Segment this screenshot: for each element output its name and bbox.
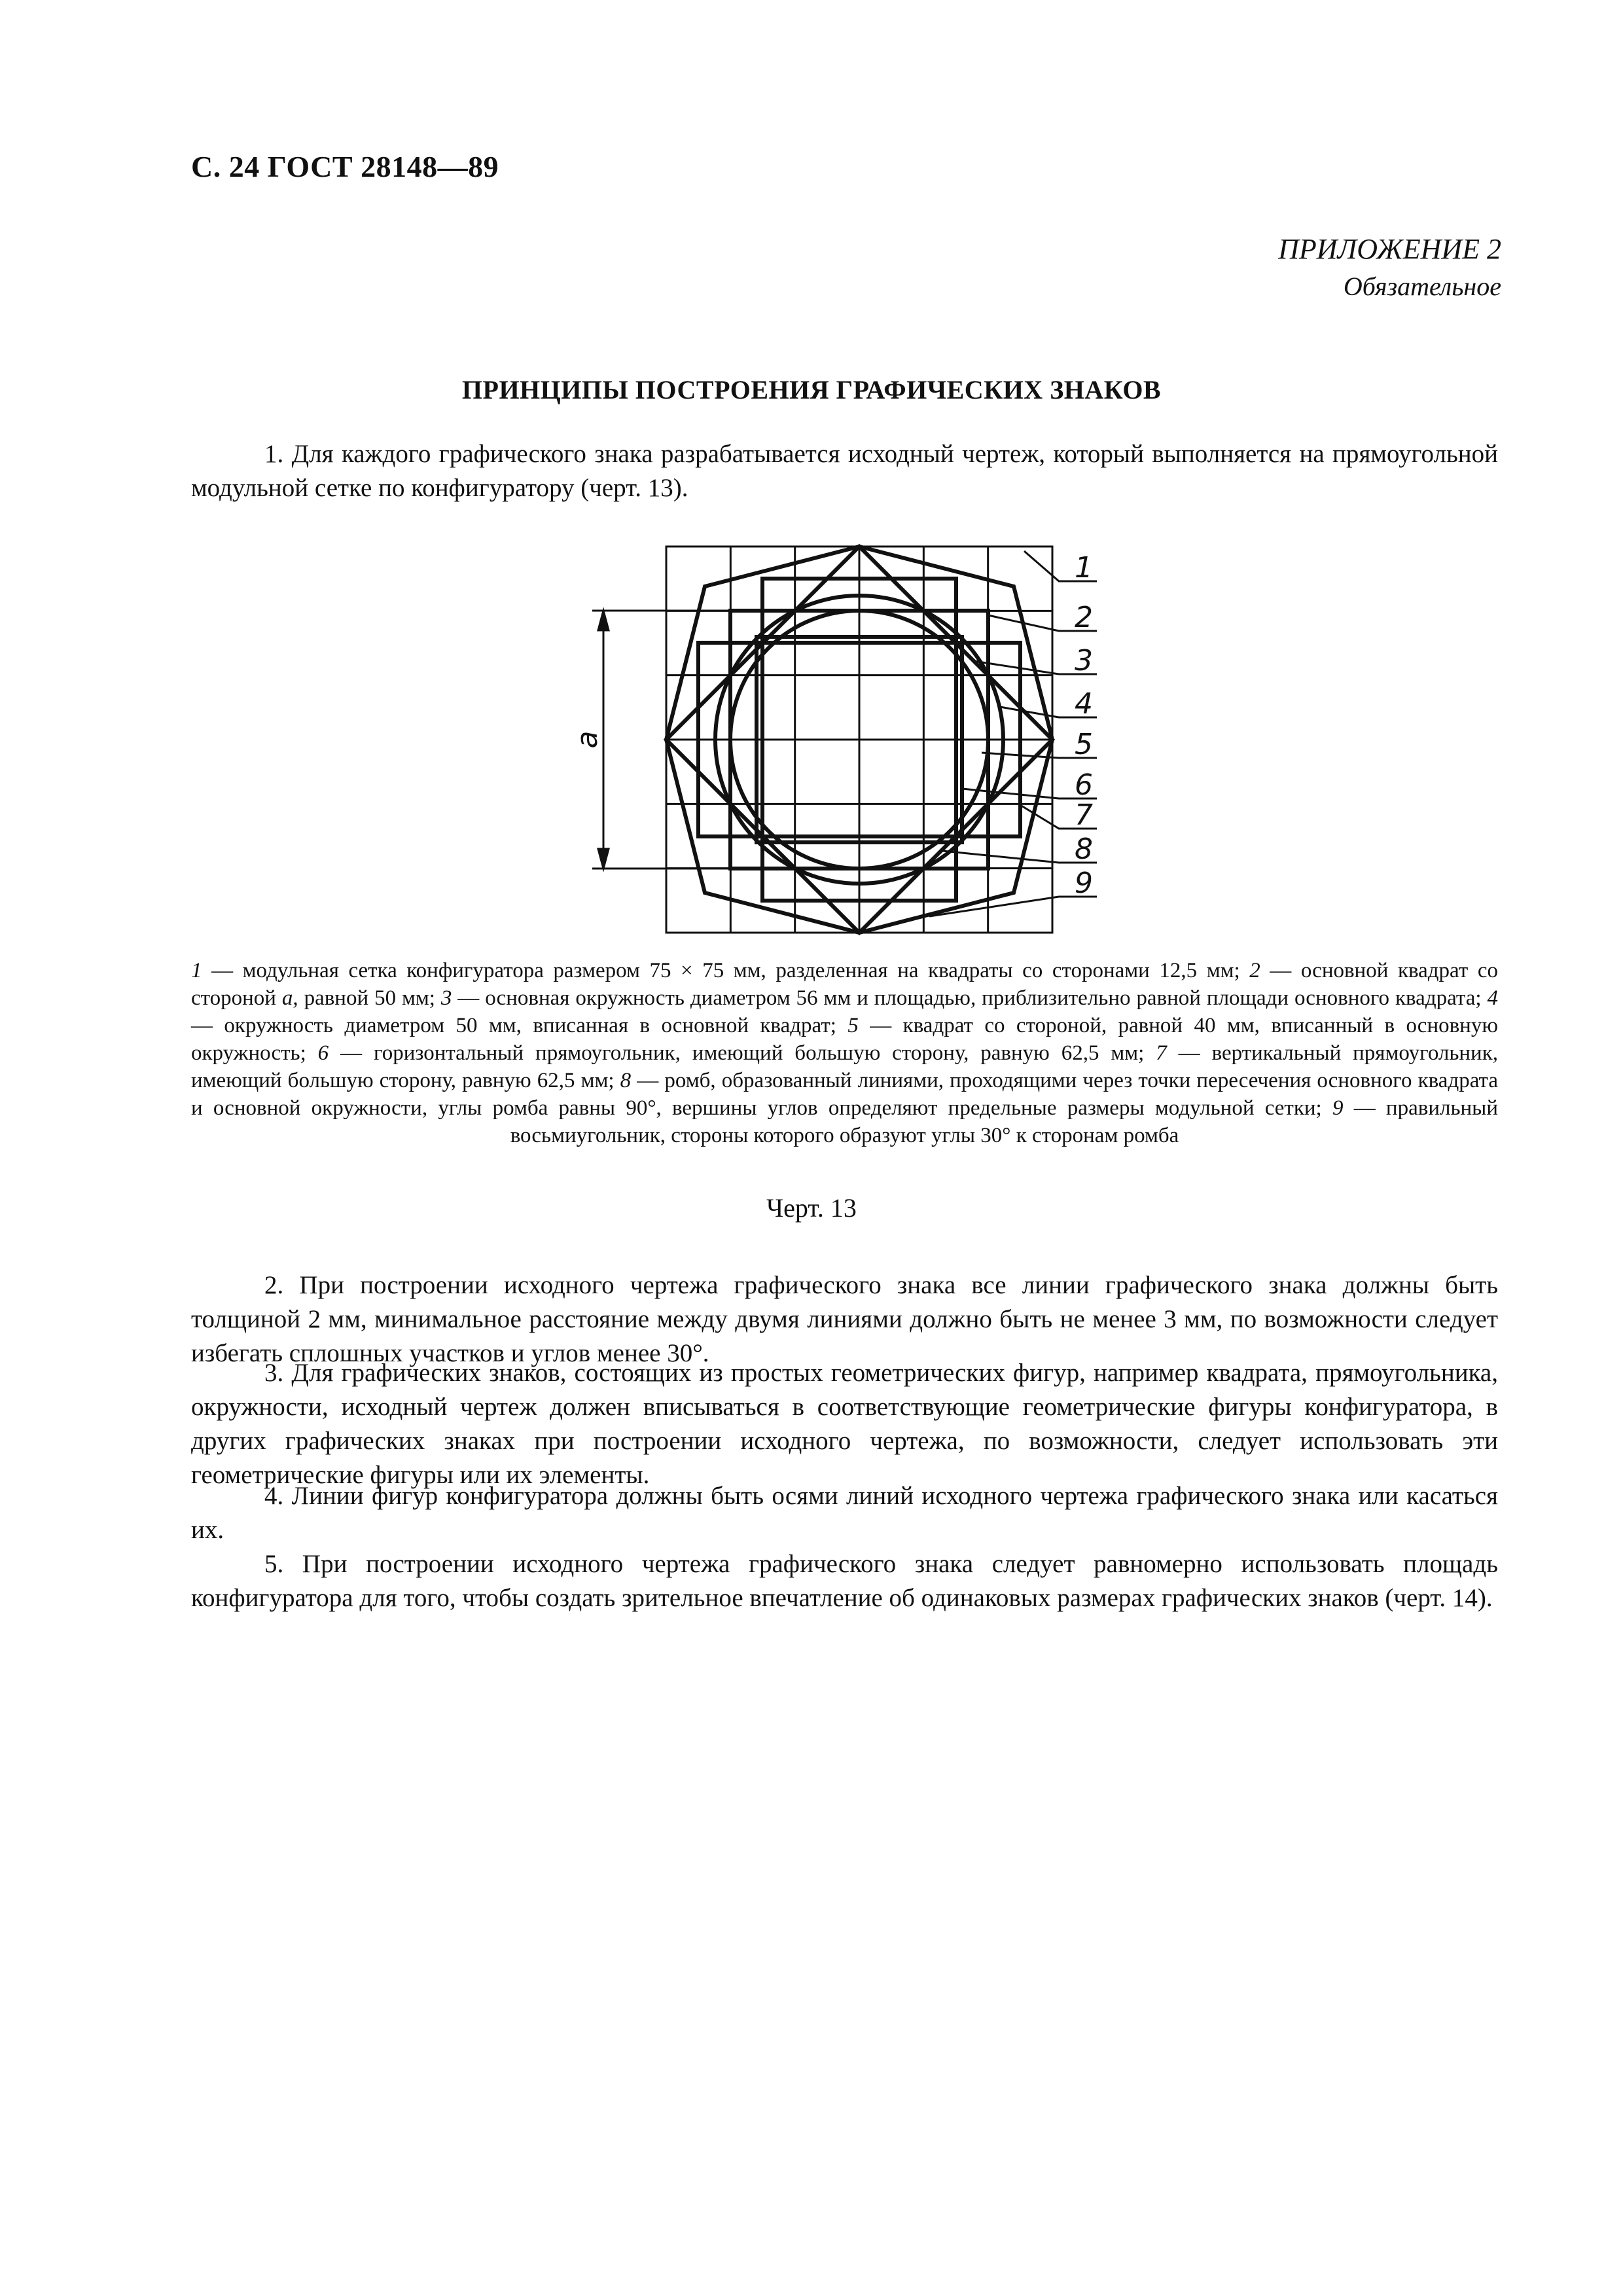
legend-text: — окружность диаметром 50 мм, вписанная в основной квадрат;	[191, 1014, 848, 1037]
paragraph-3: 3. Для графических знаков, состоящих из простых геометрических фигур, например квадрата, прямоугольника, окружности, исходный чертеж должен вписываться в соответствующие геометрические фигуры конфигуратора, в других графических знаках при построении исходного чертежа, по возможности, следует использовать эти геометрические фигуры или их элементы.	[191, 1359, 1498, 1489]
legend-text: — правильный восьмиугольник, стороны которого образуют углы 30° к сторонам ромба	[510, 1096, 1498, 1147]
legend-text: — вертикальный прямоугольник, имеющий большую сторону, равную 62,5 мм;	[191, 1041, 1499, 1092]
callout-2: 2	[1075, 601, 1093, 634]
callout-numbers	[1075, 551, 1093, 900]
callout-9: 9	[1075, 867, 1093, 900]
callout-7: 7	[1075, 798, 1093, 832]
legend-num: 5	[847, 1014, 859, 1037]
legend-text: — горизонтальный прямоугольник, имеющий большую сторону, равную 62,5 мм;	[329, 1041, 1156, 1065]
callout-5: 5	[1075, 728, 1093, 761]
legend-text: — основная окружность диаметром 56 мм и площадью, приблизительно равной площади основного квадрата;	[452, 986, 1488, 1010]
appendix-label: ПРИЛОЖЕНИЕ 2	[1278, 233, 1501, 265]
legend-text: — ромб, образованный линиями, проходящими через точки пересечения основного квадрата и основной окружности, углы ромба равны 90°, вершины углов определяют предельные размеры модульной сетки;	[191, 1069, 1498, 1120]
paragraph-2: 2. При построении исходного чертежа графического знака все линии графического знака должны быть толщиной 2 мм, минимальное расстояние между двумя линиями должно быть не менее 3 мм, по возможности следует избегать сплошных участков и углов менее 30°.	[191, 1271, 1498, 1367]
paragraph-4: 4. Линии фигур конфигуратора должны быть осями линий исходного чертежа графического знака или касаться их.	[191, 1482, 1498, 1544]
section-title: ПРИНЦИПЫ ПОСТРОЕНИЯ ГРАФИЧЕСКИХ ЗНАКОВ	[461, 375, 1162, 404]
figure-caption: Черт. 13	[766, 1193, 857, 1223]
callout-4: 4	[1075, 687, 1093, 721]
callout-1: 1	[1075, 551, 1093, 584]
appendix-status: Обязательное	[1343, 272, 1501, 301]
dimension-label: a	[571, 730, 604, 749]
paragraph-5: 5. При построении исходного чертежа графического знака следует равномерно использовать площадь конфигуратора для того, чтобы создать зрительное впечатление об одинаковых размерах графических знаков (черт. 14).	[191, 1550, 1498, 1612]
legend-text: — модульная сетка конфигуратора размером 75 × 75 мм, разделенная на квадраты со сторонами 12,5 мм;	[202, 959, 1250, 982]
callout-8: 8	[1075, 833, 1093, 866]
legend-num: 1	[191, 959, 202, 982]
modular-grid	[666, 547, 1052, 933]
legend-num: 7	[1156, 1041, 1167, 1065]
configurator-figure	[0, 0, 1623, 956]
callout-6: 6	[1075, 768, 1093, 802]
legend-text: — квадрат со стороной, равной 40 мм, вписанный в основную окружность;	[191, 1014, 1498, 1065]
callout-3: 3	[1075, 644, 1093, 677]
running-head: С. 24 ГОСТ 28148—89	[191, 150, 499, 183]
legend-text: , равной 50 мм;	[293, 986, 441, 1010]
legend-num: a	[281, 986, 293, 1010]
figure-legend	[191, 957, 1498, 1149]
legend-text: — основной квадрат со стороной	[191, 959, 1498, 1010]
legend-num: 4	[1487, 986, 1498, 1010]
legend-num: 9	[1332, 1096, 1344, 1120]
legend-num: 6	[317, 1041, 329, 1065]
paragraph-1: 1. Для каждого графического знака разрабатывается исходный чертеж, который выполняется на прямоугольной модульной сетке по конфигуратору (черт. 13).	[191, 440, 1498, 502]
legend-num: 3	[440, 986, 452, 1010]
legend-num: 2	[1249, 959, 1260, 982]
legend-num: 8	[620, 1069, 632, 1092]
